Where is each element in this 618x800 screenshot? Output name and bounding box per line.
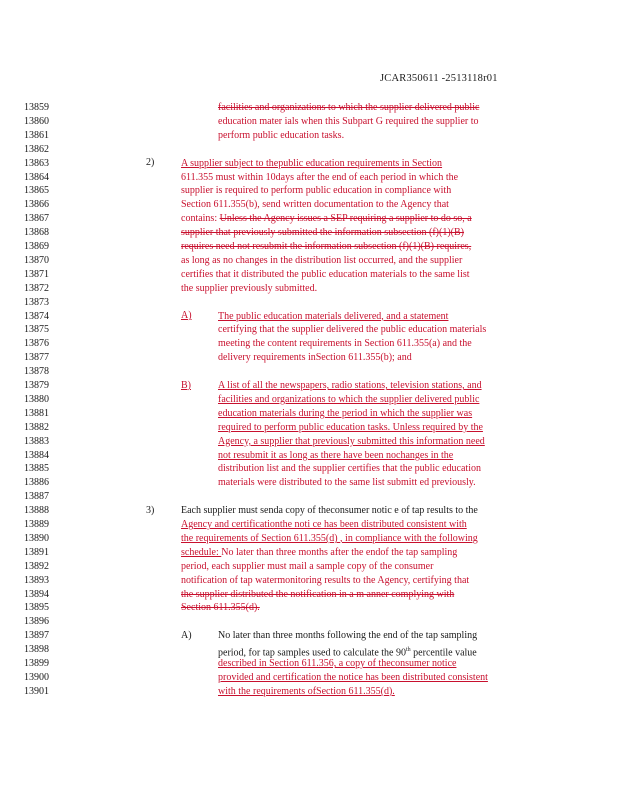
- text-line: [181, 158, 442, 170]
- text-line: [218, 324, 486, 336]
- line-number: 13889: [24, 519, 49, 530]
- text-line: [218, 686, 395, 698]
- text-line: [218, 436, 485, 448]
- line-number: 13869: [24, 241, 49, 252]
- text-line: [218, 394, 479, 406]
- line-number: 13896: [24, 616, 49, 628]
- text-segment: supplier that previously submitted the information subsection (f)(1)(B): [181, 227, 464, 239]
- line-number: 13885: [24, 463, 49, 475]
- text-segment: A list of all the newspapers, radio stations, television stations, and: [218, 380, 482, 391]
- text-segment: The public education materials delivered, and a statement: [218, 310, 449, 322]
- line-number: 13863: [24, 157, 49, 169]
- text-segment: as long as no changes in the distribution list occurred, and the supplier: [181, 254, 463, 266]
- text-segment: provided and certification the notice has been distributed consistent: [218, 671, 488, 683]
- line-number: 13877: [24, 352, 49, 364]
- text-line: [181, 561, 433, 573]
- text-segment: certifies that it distributed the public education materials to the same list: [181, 268, 470, 280]
- line-number: 13892: [24, 560, 49, 572]
- text-segment: contains:: [181, 213, 220, 225]
- text-segment: No later than three months after the endof the tap sampling: [221, 546, 458, 558]
- text-line: [181, 602, 260, 614]
- text-line: [218, 630, 477, 642]
- line-number: 13867: [24, 213, 49, 225]
- text-line: [181, 547, 457, 559]
- document-header: JCAR350611 -2513118r01: [380, 73, 498, 84]
- text-segment: 611.355 must within 10days after the end of each period in which the: [181, 171, 459, 183]
- text-line: [218, 422, 483, 434]
- item-label-a-second: A): [181, 630, 192, 641]
- text-line: [218, 102, 479, 114]
- line-number: 13866: [24, 199, 49, 211]
- text-segment: the supplier distributed the notification in a m anner complying with: [181, 588, 455, 600]
- text-segment: certifying that the supplier delivered the public education materials: [218, 324, 487, 336]
- text-line: [218, 116, 479, 128]
- text-line: [218, 450, 453, 462]
- text-line: [218, 338, 472, 350]
- text-segment: the supplier previously submitted.: [181, 282, 318, 294]
- text-line: [181, 213, 472, 225]
- line-number: 13895: [24, 602, 49, 614]
- text-line: [181, 505, 478, 517]
- text-segment: th: [406, 647, 411, 654]
- text-line: [218, 672, 488, 684]
- text-segment: meeting the content requirements in Section 611.355(a) and the: [218, 338, 472, 350]
- line-number: 13865: [24, 185, 49, 197]
- text-segment: described in Section 611.356, a copy of theconsumer notice: [218, 658, 457, 669]
- text-line: [181, 172, 458, 184]
- line-number: 13868: [24, 227, 49, 239]
- line-number: 13871: [24, 268, 49, 280]
- item-label-a-first: A): [181, 310, 192, 321]
- line-number: 13880: [24, 393, 49, 405]
- text-segment: No later than three months following the end of the tap sampling: [218, 630, 478, 642]
- text-segment: Unless the Agency issues a SEP requiring a supplier to do so, a: [219, 213, 472, 225]
- line-number: 13893: [24, 574, 49, 586]
- line-number: 13899: [24, 658, 49, 669]
- line-number: 13883: [24, 435, 49, 447]
- text-segment: Section 611.355(b), send written documentation to the Agency that: [181, 199, 449, 211]
- text-segment: facilities and organizations to which the supplier delivered public: [218, 393, 480, 405]
- text-segment: Agency and certificationthe noti ce has been distributed consistent with: [181, 519, 467, 530]
- text-segment: schedule:: [181, 546, 222, 558]
- line-number: 13860: [24, 115, 49, 127]
- line-number: 13881: [24, 407, 49, 419]
- line-number: 13901: [24, 685, 49, 697]
- line-number: 13876: [24, 338, 49, 350]
- text-segment: facilities and organizations to which the supplier delivered public: [218, 102, 480, 113]
- text-line: [218, 130, 344, 142]
- text-segment: distribution list and the supplier certifies that the public education: [218, 463, 481, 475]
- text-line: [181, 575, 469, 587]
- text-segment: education materials during the period in which the supplier was: [218, 407, 473, 419]
- text-segment: percentile value: [410, 647, 477, 659]
- line-number: 13894: [24, 588, 49, 600]
- line-number: 13887: [24, 491, 49, 503]
- line-number: 13859: [24, 102, 49, 113]
- line-number: 13897: [24, 630, 49, 642]
- text-line: [181, 241, 471, 253]
- text-line: [218, 658, 456, 670]
- text-segment: requires need not resubmit the information subsection (f)(1)(B) requires,: [181, 241, 472, 252]
- line-number: 13861: [24, 129, 49, 141]
- text-segment: A supplier subject to thepublic education requirements in Section: [181, 157, 443, 169]
- text-line: [218, 352, 412, 364]
- text-line: [181, 269, 470, 281]
- line-number: 13882: [24, 421, 49, 433]
- line-number: 13875: [24, 324, 49, 336]
- text-line: [181, 255, 462, 267]
- line-number: 13879: [24, 380, 49, 391]
- text-segment: the requirements of Section 611.355(d): [181, 532, 341, 544]
- text-line: [218, 311, 448, 323]
- text-segment: perform public education tasks.: [218, 129, 345, 141]
- line-number: 13870: [24, 254, 49, 266]
- text-segment: , in compliance with the following: [340, 532, 478, 544]
- line-number: 13890: [24, 532, 49, 544]
- text-segment: education mater ials when this Subpart G required the supplier to: [218, 115, 479, 127]
- text-line: [218, 380, 482, 392]
- text-segment: notification of tap watermonitoring results to the Agency, certifying that: [181, 574, 470, 586]
- text-line: [218, 463, 481, 475]
- text-line: [181, 199, 449, 211]
- line-number: 13888: [24, 505, 49, 517]
- line-number: 13898: [24, 644, 49, 656]
- text-segment: not resubmit it as long as there have been nochanges in the: [218, 449, 454, 461]
- text-line: [181, 185, 451, 197]
- text-line: [181, 283, 317, 295]
- text-line: [218, 477, 476, 489]
- line-number: 13873: [24, 296, 49, 308]
- text-segment: period, each supplier must mail a sample copy of the consumer: [181, 560, 434, 572]
- line-number: 13872: [24, 282, 49, 294]
- line-number: 13862: [24, 143, 49, 155]
- text-line: [181, 589, 454, 601]
- text-segment: with the requirements ofSection 611.355(d).: [218, 685, 395, 697]
- line-number: 13878: [24, 366, 49, 378]
- text-line: [218, 408, 472, 420]
- line-number: 13891: [24, 546, 49, 558]
- text-line: [181, 533, 478, 545]
- text-segment: required to perform public education tasks. Unless required by the: [218, 421, 483, 433]
- text-segment: Agency, a supplier that previously submitted this information need: [218, 435, 485, 447]
- item-label-b: B): [181, 380, 191, 391]
- line-number: 13864: [24, 171, 49, 183]
- item-label-3: 3): [146, 505, 155, 516]
- text-line: [181, 519, 467, 531]
- text-segment: period, for tap samples used to calculate the 90: [218, 647, 406, 659]
- text-segment: Each supplier must senda copy of theconsumer notic e of tap results to the: [181, 505, 478, 517]
- text-segment: Section 611.355(d).: [181, 602, 260, 614]
- text-line: [181, 227, 464, 239]
- line-number: 13886: [24, 477, 49, 489]
- line-number: 13874: [24, 310, 49, 322]
- text-segment: supplier is required to perform public education in compliance with: [181, 185, 452, 197]
- text-segment: materials were distributed to the same list submitt ed previously.: [218, 477, 476, 489]
- line-number: 13900: [24, 671, 49, 683]
- item-label-2: 2): [146, 157, 155, 168]
- line-number: 13884: [24, 449, 49, 461]
- text-segment: delivery requirements inSection 611.355(b); and: [218, 352, 412, 364]
